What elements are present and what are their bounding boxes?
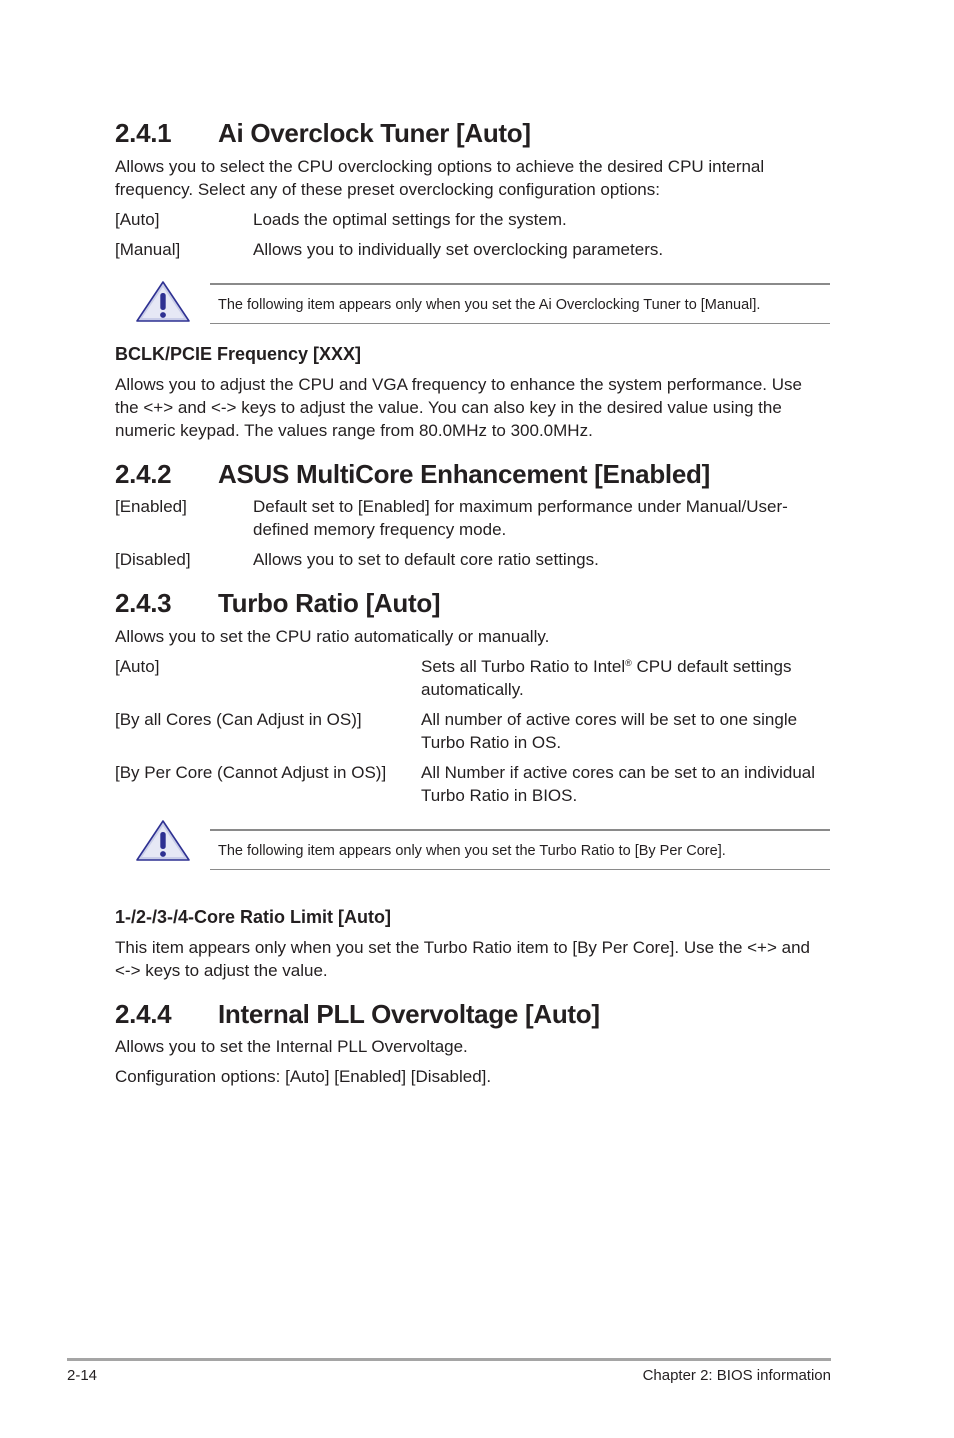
option-value: Sets all Turbo Ratio to Intel® CPU default settings automatically. [421,657,792,699]
note-top-rule [210,829,830,831]
section-title: ASUS MultiCore Enhancement [Enabled] [218,459,710,489]
section-number: 2.4.2 [115,459,172,489]
configuration-options: Configuration options: [Auto] [Enabled] [Disabled]. [115,1067,492,1086]
note-text: The following item appears only when you set the Ai Overclocking Tuner to [Manual]. [218,297,761,313]
option-value: Default set to [Enabled] for maximum performance under Manual/User-defined memory frequency mode. [253,497,788,539]
section-title: Turbo Ratio [Auto] [218,588,441,618]
note-top-rule [210,283,830,285]
section-2-4-4-description: Allows you to set the Internal PLL Overvoltage. [115,1037,468,1056]
option-value: Allows you to set to default core ratio settings. [253,550,599,569]
footer-rule [67,1358,831,1361]
section-2-4-3-description: Allows you to set the CPU ratio automatically or manually. [115,627,550,646]
section-2-4-1-heading [115,118,531,148]
section-title: Ai Overclock Tuner [Auto] [218,118,531,148]
option-key: [By all Cores (Can Adjust in OS)] [115,710,362,729]
subitem-heading: 1-/2-/3-/4-Core Ratio Limit [Auto] [115,907,392,927]
section-number: 2.4.3 [115,588,172,618]
chapter-title: Chapter 2: BIOS information [642,1367,831,1384]
option-key: [Disabled] [115,550,191,569]
option-value: All number of active cores will be set to one single Turbo Ratio in OS. [421,710,798,752]
option-value: Loads the optimal settings for the system. [253,210,567,229]
section-2-4-3-heading [115,588,440,618]
section-2-4-1-description: Allows you to select the CPU overclocking options to achieve the desired CPU internal frequency. Select any of these preset overclocking configuration options: [115,157,765,199]
section-number: 2.4.1 [115,118,172,148]
section-2-4-2-heading [115,459,710,489]
option-key: [Auto] [115,657,160,676]
option-key: [Manual] [115,240,181,259]
option-value: All Number if active cores can be set to an individual Turbo Ratio in BIOS. [421,763,816,805]
option-key: [Enabled] [115,497,187,516]
section-number: 2.4.4 [115,999,172,1029]
section-2-4-4-heading [115,999,600,1029]
note-text: The following item appears only when you set the Turbo Ratio to [By Per Core]. [218,843,726,859]
page-number: 2-14 [67,1367,98,1384]
option-key: [Auto] [115,210,160,229]
subitem-description: Allows you to adjust the CPU and VGA frequency to enhance the system performance. Use the <+> and <-> keys to adjust the value. You can also key in the desired value using the numeric keypad. The values range from 80.0MHz to 300.0MHz. [115,375,802,440]
subitem-heading: BCLK/PCIE Frequency [XXX] [115,344,362,364]
warning-triangle-icon [134,278,192,324]
option-key: [By Per Core (Cannot Adjust in OS)] [115,763,387,782]
note-bottom-rule [210,869,830,870]
option-value: Allows you to individually set overclocking parameters. [253,240,664,259]
subitem-description: This item appears only when you set the Turbo Ratio item to [By Per Core]. Use the <+> and <-> keys to adjust the value. [115,938,810,980]
note-bottom-rule [210,323,830,324]
section-title: Internal PLL Overvoltage [Auto] [218,999,600,1029]
warning-triangle-icon [134,817,192,863]
